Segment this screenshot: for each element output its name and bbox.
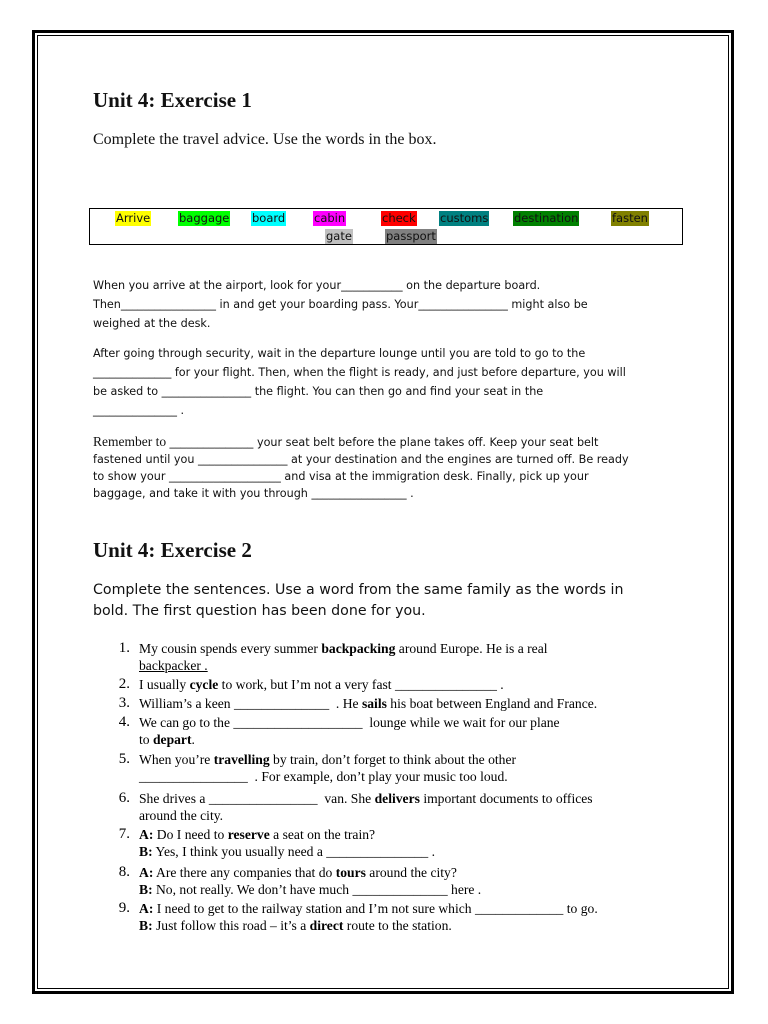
question-text: around Europe. He is a real — [395, 641, 548, 656]
question-text: I usually — [139, 677, 190, 692]
speaker-label: B: — [139, 918, 153, 933]
word-cabin: cabin — [314, 211, 346, 225]
paragraph-1 — [93, 276, 693, 333]
question-text: to work, but I’m not a very fast _______________ . — [218, 677, 504, 692]
word-customs: customs — [440, 211, 489, 225]
word-baggage: baggage — [179, 211, 230, 225]
question-text: important documents to offices — [419, 791, 593, 806]
question-number: 8. — [118, 864, 130, 880]
bold-word: travelling — [213, 752, 270, 767]
question-text: Just follow this road – it’s a — [152, 918, 310, 933]
question-number: 3. — [118, 695, 130, 711]
question-text: Do I need to — [153, 827, 228, 842]
speaker-label: B: — [139, 882, 153, 897]
speaker-label: A: — [139, 865, 154, 880]
word-fasten: fasten — [612, 211, 648, 225]
paragraph-2-line: _______________ . — [93, 404, 185, 417]
paragraph-2 — [93, 344, 693, 420]
word-box — [89, 208, 683, 245]
question-text: I need to get to the railway station and I’m not sure which _____________ to go. — [153, 901, 598, 916]
question-number: 9. — [118, 900, 130, 916]
word-gate: gate — [326, 229, 352, 243]
exercise1-instruction: Complete the travel advice. Use the words in the box. — [93, 131, 437, 148]
question-number: 4. — [118, 714, 130, 730]
bold-word: reserve — [227, 827, 270, 842]
question-text: No, not really. We don’t have much ______________ here . — [152, 882, 482, 897]
paragraph-3 — [93, 433, 693, 502]
question-text: Are there any companies that do — [153, 865, 336, 880]
example-answer: backpacker . — [139, 658, 208, 673]
exercise2-instruction — [93, 580, 683, 622]
question-number: 5. — [118, 751, 130, 767]
paragraph-1-line: weighed at the desk. — [93, 317, 211, 330]
question-text: around the city. — [139, 808, 224, 823]
question-number: 1. — [118, 640, 130, 656]
paragraph-1-line: When you arrive at the airport, look for your___________ on the departure board. — [93, 279, 541, 292]
question-text: to — [139, 732, 153, 747]
question-text: William’s a keen ______________ . He — [139, 696, 362, 711]
word-destination: destination — [514, 211, 579, 225]
question-number: 6. — [118, 790, 130, 806]
question-number: 7. — [118, 826, 130, 842]
question-text: a seat on the train? — [269, 827, 376, 842]
question-text: . — [191, 732, 195, 747]
word-board: board — [252, 211, 286, 225]
bold-word: tours — [335, 865, 366, 880]
exercise2-instruction-line: bold. The first question has been done for you. — [93, 603, 426, 619]
paragraph-2-line: ______________ for your flight. Then, when the flight is ready, and just before departure, you will — [93, 366, 626, 379]
paragraph-2-line: be asked to ________________ the flight. You can then go and find your seat in the — [93, 385, 544, 398]
paragraph-2-line: After going through security, wait in the departure lounge until you are told to go to the — [93, 347, 586, 360]
question-text: She drives a ________________ van. She — [139, 791, 375, 806]
bold-word: direct — [309, 918, 344, 933]
question-text: his boat between England and France. — [386, 696, 598, 711]
question-number: 2. — [118, 676, 130, 692]
exercise2-heading: Unit 4: Exercise 2 — [93, 538, 252, 562]
paragraph-3-line: baggage, and take it with you through _________________ . — [93, 487, 414, 500]
question-text: We can go to the ___________________ lounge while we wait for our plane — [139, 715, 560, 730]
speaker-label: A: — [139, 901, 154, 916]
bold-word: delivers — [374, 791, 420, 806]
bold-word: cycle — [189, 677, 219, 692]
paragraph-3-line: _______________ your seat belt before the plane takes off. Keep your seat belt — [169, 436, 599, 449]
question-text: When you’re — [139, 752, 214, 767]
question-text: route to the station. — [343, 918, 452, 933]
question-text: by train, don’t forget to think about the other — [269, 752, 517, 767]
exercise1-heading: Unit 4: Exercise 1 — [93, 88, 252, 112]
paragraph-1-line: Then_________________ in and get your boarding pass. Your________________ might also be — [93, 298, 588, 311]
paragraph-3-lead: Remember to — [93, 434, 170, 449]
paragraph-3-line: fastened until you ________________ at your destination and the engines are turned off. Be ready — [93, 453, 629, 466]
question-text: around the city? — [365, 865, 457, 880]
bold-word: backpacking — [321, 641, 396, 656]
speaker-label: B: — [139, 844, 153, 859]
speaker-label: A: — [139, 827, 154, 842]
paragraph-3-line: to show your ____________________ and visa at the immigration desk. Finally, pick up your — [93, 470, 589, 483]
question-text: My cousin spends every summer — [139, 641, 322, 656]
exercise2-instruction-line: Complete the sentences. Use a word from the same family as the words in — [93, 582, 624, 598]
word-arrive: Arrive — [116, 211, 151, 225]
word-passport: passport — [386, 229, 436, 243]
bold-word: sails — [361, 696, 387, 711]
word-check: check — [382, 211, 416, 225]
bold-word: depart — [152, 732, 192, 747]
question-text: Yes, I think you usually need a _______________ . — [152, 844, 436, 859]
question-text: ________________ . For example, don’t play your music too loud. — [139, 769, 508, 784]
